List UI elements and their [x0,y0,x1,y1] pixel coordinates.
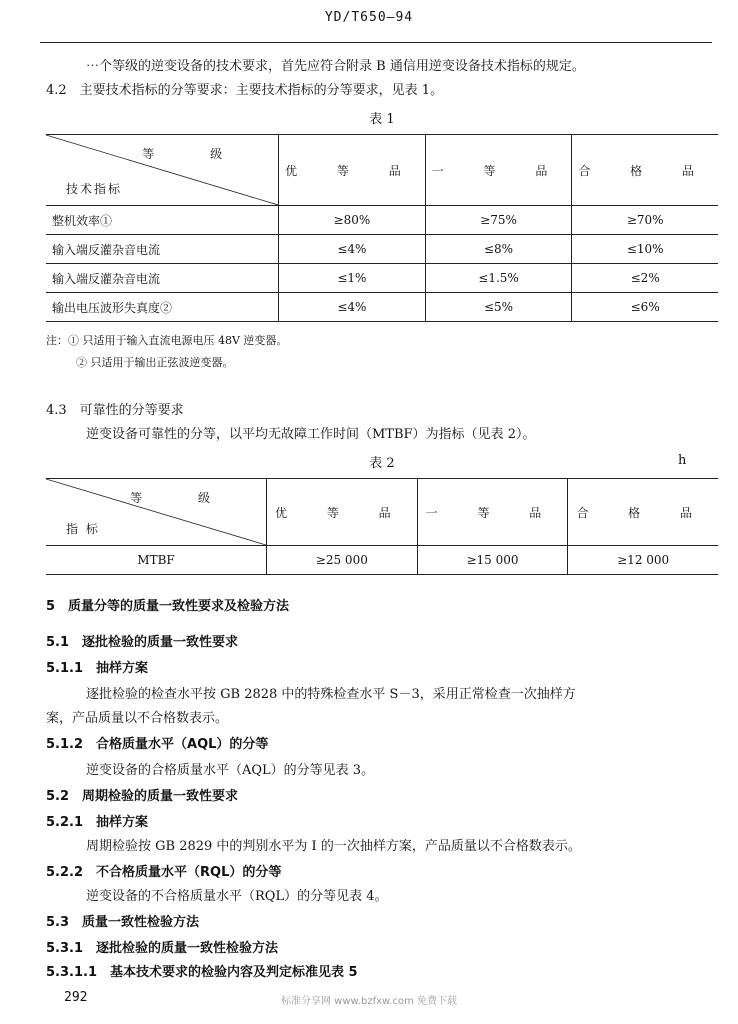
table2-head-grade: 等 级 [130,491,236,505]
section-4-3-body: 逆变设备可靠性的分等，以平均无故障工作时间（MTBF）为指标（见表 2）。 [86,427,536,442]
section-5-2-2-body: 逆变设备的不合格质量水平（RQL）的分等见表 4。 [86,889,388,904]
section-5-1-2-body: 逆变设备的合格质量水平（AQL）的分等见表 3。 [86,763,375,778]
table2-col-0: 优 等 品 [267,479,418,546]
cell: ≥25 000 [267,546,418,575]
section-5-3: 5.3 质量一致性检验方法 [46,915,200,930]
table2-header-diagonal [46,479,267,546]
section-5-1-2: 5.1.2 合格质量水平（AQL）的分等 [46,737,269,752]
table1-col-1: 一 等 品 [425,135,572,206]
section-5-2-1-body: 周期检验按 GB 2829 中的判别水平为 I 的一次抽样方案，产品质量以不合格数表示。 [86,839,581,854]
table1-head-item: 技术指标 [66,182,123,196]
cell: ≥70% [572,206,718,235]
table2-caption: 表 2 [369,456,395,471]
table-row [46,206,718,235]
table1-head-grade: 等 级 [142,147,249,161]
cell: ≤4% [279,293,426,322]
table1 [46,134,718,322]
cell: ≤2% [572,264,718,293]
table-row [46,235,718,264]
cell: ≤8% [425,235,572,264]
table2-head-item: 指 标 [66,522,100,536]
row-label: MTBF [46,546,267,575]
table1-note-1: 注：① 只适用于输入直流电源电压 48V 逆变器。 [46,334,288,347]
row-label: 输出电压波形失真度② [46,293,279,322]
watermark-text: 标准分享网 www.bzfxw.com 免费下载 [281,996,457,1007]
table2 [46,478,718,575]
cell: ≤6% [572,293,718,322]
table1-col-0: 优 等 品 [279,135,426,206]
table1-col-2: 合 格 品 [572,135,718,206]
cell: ≤10% [572,235,718,264]
cell: ≤5% [425,293,572,322]
table2-unit: h [678,453,687,468]
section-5: 5 质量分等的质量一致性要求及检验方法 [46,599,290,614]
page-header: YD/T650—94 [324,10,414,25]
section-5-3-1-1: 5.3.1.1 基本技术要求的检验内容及判定标准见表 5 [46,965,358,980]
header-rule [40,42,712,43]
section-5-1-1-body-2: 案，产品质量以不合格数表示。 [46,711,229,726]
table-row [46,264,718,293]
cell: ≥15 000 [417,546,568,575]
section-5-2-2: 5.2.2 不合格质量水平（RQL）的分等 [46,865,282,880]
section-5-1: 5.1 逐批检验的质量一致性要求 [46,635,239,650]
section-5-1-1-body-1: 逐批检验的检查水平按 GB 2828 中的特殊检查水平 S－3，采用正常检查一次抽样方 [86,687,576,702]
section-5-3-1: 5.3.1 逐批检验的质量一致性检验方法 [46,941,279,956]
cell: ≥12 000 [568,546,718,575]
table-row [46,546,718,575]
row-label: 整机效率① [46,206,279,235]
cell: ≤1.5% [425,264,572,293]
intro-line: ⋯个等级的逆变设备的技术要求，首先应符合附录 B 通信用逆变设备技术指标的规定。 [86,59,585,74]
row-label: 输入端反灌杂音电流 [46,235,279,264]
table1-note-2: ② 只适用于输出正弦波逆变器。 [76,356,234,369]
section-5-2: 5.2 周期检验的质量一致性要求 [46,789,239,804]
section-5-2-1: 5.2.1 抽样方案 [46,815,149,830]
table1-header-diagonal [46,135,279,206]
section-4-2: 4.2 主要技术指标的分等要求：主要技术指标的分等要求，见表 1。 [46,83,444,98]
row-label: 输入端反灌杂音电流 [46,264,279,293]
cell: ≤4% [279,235,426,264]
section-5-1-1: 5.1.1 抽样方案 [46,661,149,676]
table2-col-2: 合 格 品 [568,479,718,546]
section-4-3: 4.3 可靠性的分等要求 [46,403,184,418]
table1-caption: 表 1 [369,112,395,127]
cell: ≥75% [425,206,572,235]
cell: ≤1% [279,264,426,293]
table2-col-1: 一 等 品 [417,479,568,546]
table-row [46,293,718,322]
cell: ≥80% [279,206,426,235]
page-number: 292 [64,990,88,1005]
